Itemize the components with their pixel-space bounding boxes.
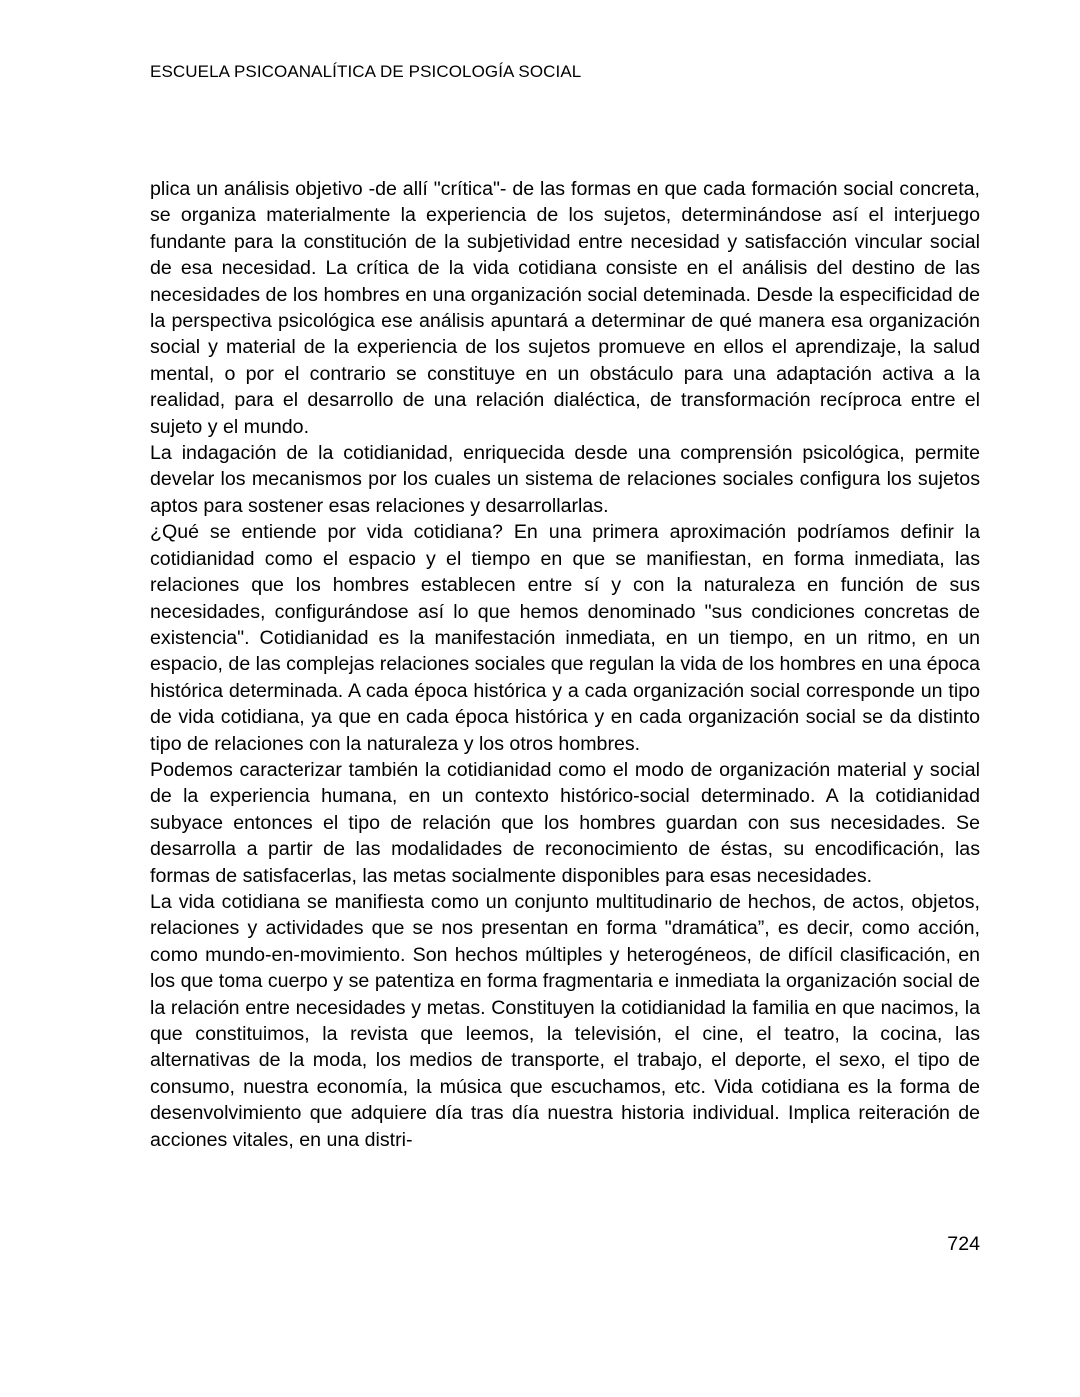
paragraph-4: Podemos caracterizar también la cotidianidad como el modo de organización material y social de la experiencia humana, en un contexto histórico-social determinado. A la cotidianidad subyace entonces el tipo de relación que los hombres guardan con sus necesidades. Se desarrolla a partir de las modalidades de reconocimiento de éstas, su encodificación, las formas de satisfacerlas, las metas socialmente disponibles para esas necesidades. bbox=[150, 758, 980, 887]
page-number: 724 bbox=[947, 1233, 980, 1255]
paragraph-2: La indagación de la cotidianidad, enriquecida desde una comprensión psicológica, permite develar los mecanismos por los cuales un sistema de relaciones sociales configura los sujetos aptos para sostener esas relaciones y desarrollarlas. bbox=[150, 442, 980, 517]
paragraph-3: ¿Qué se entiende por vida cotidiana? En una primera aproximación podríamos definir la cotidianidad como el espacio y el tiempo en que se manifiestan, en forma inmediata, las relaciones que los hombres establecen entre sí y con la naturaleza en función de sus necesidades, configurándose así lo que hemos denominado "sus condiciones concretas de existencia". Cotidianidad es la manifestación inmediata, en un tiempo, en un ritmo, en un espacio, de las complejas relaciones sociales que regulan la vida de los hombres en una época histórica determinada. A cada época histórica y a cada organización social corresponde un tipo de vida cotidiana, ya que en cada época histórica y en cada organización social se da distinto tipo de relaciones con la naturaleza y los otros hombres. bbox=[150, 521, 980, 755]
running-header: ESCUELA PSICOANALÍTICA DE PSICOLOGÍA SOCIAL bbox=[150, 62, 582, 81]
paragraph-1: plica un análisis objetivo -de allí "crítica"- de las formas en que cada formación social concreta, se organiza materialmente la experiencia de los sujetos, determinándose así el interjuego fundante para la constitución de la subjetividad entre necesidad y satisfacción vincular social de esa necesidad. La crítica de la vida cotidiana consiste en el análisis del destino de las necesidades de los hombres en una organización social deteminada. Desde la especificidad de la perspectiva psicológica ese análisis apuntará a determinar de qué manera esa organización social y material de la experiencia de los sujetos promueve en ellos el aprendizaje, la salud mental, o por el contrario se constituye en un obstáculo para una adaptación activa a la realidad, para el desarrollo de una relación dialéctica, de transformación recíproca entre el sujeto y el mundo. bbox=[150, 178, 980, 438]
body-text bbox=[150, 176, 980, 1153]
paragraph-5: La vida cotidiana se manifiesta como un conjunto multitudinario de hechos, de actos, objetos, relaciones y actividades que se nos presentan en forma "dramática”, es decir, como acción, como mundo-en-movimiento. Son hechos múltiples y heterogéneos, de difícil clasificación, en los que toma cuerpo y se patentiza en forma fragmentaria e inmediata la organización social de la relación entre necesidades y metas. Constituyen la cotidianidad la familia en que nacimos, la que constituimos, la revista que leemos, la televisión, el cine, el teatro, la cocina, las alternativas de la moda, los medios de transporte, el trabajo, el deporte, el sexo, el tipo de consumo, nuestra economía, la música que escuchamos, etc. Vida cotidiana es la forma de desenvolvimiento que adquiere día tras día nuestra historia individual. Implica reiteración de acciones vitales, en una distri- bbox=[150, 890, 980, 1151]
